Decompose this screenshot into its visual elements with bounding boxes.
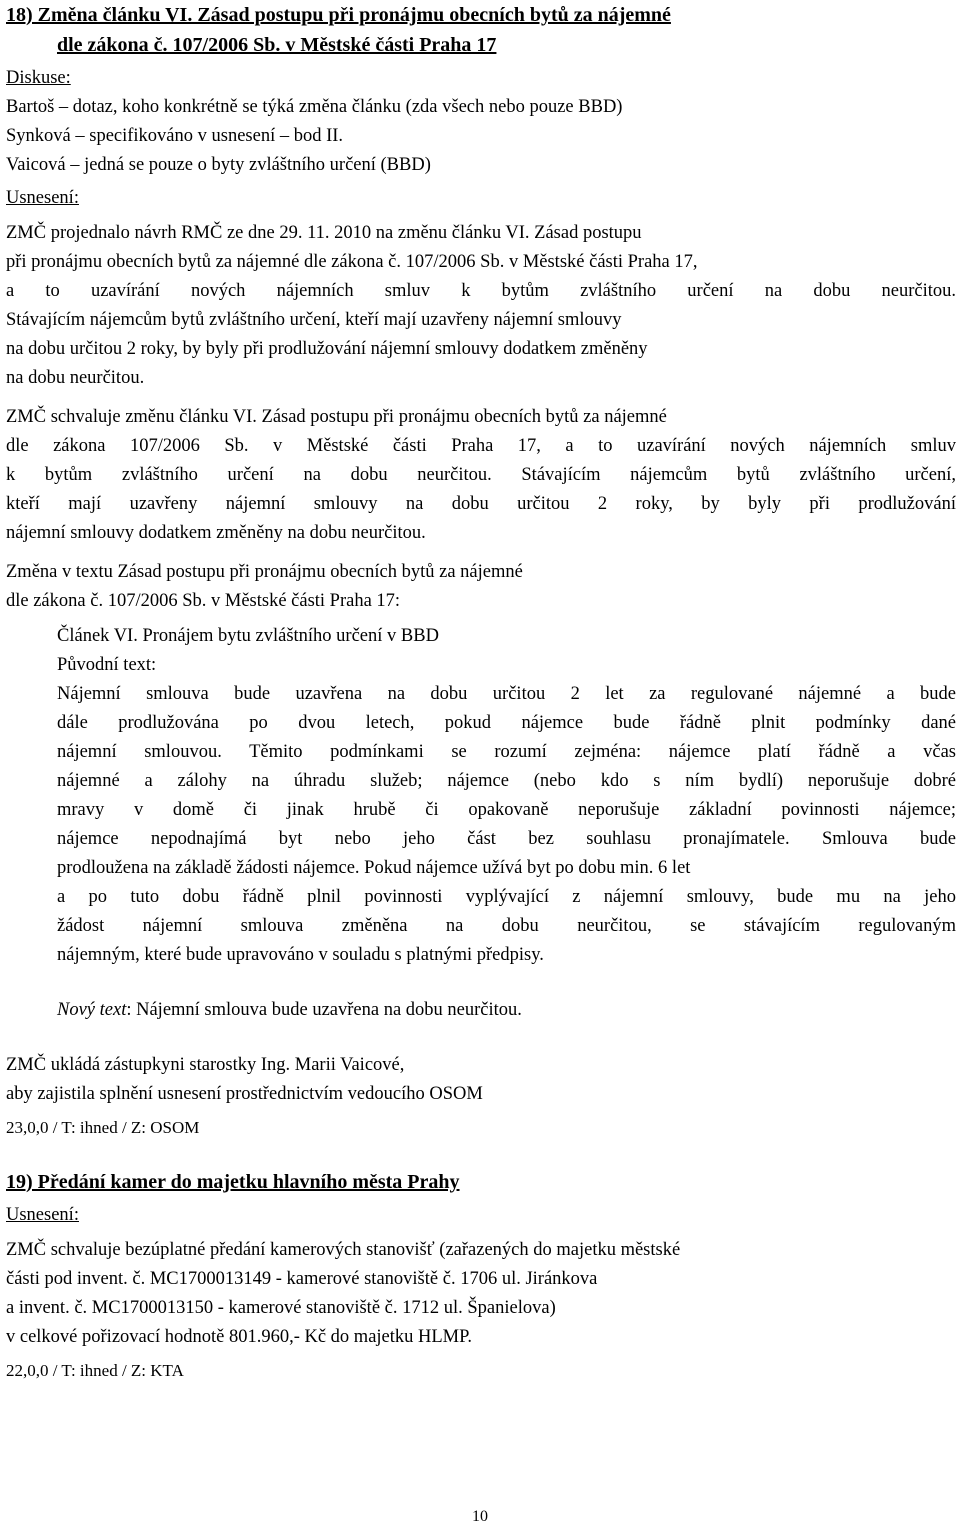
text-line: žádost nájemní smlouva změněna na dobu neurčitou, se stávajícím regulovaným — [57, 916, 956, 936]
text-line: na dobu určitou 2 roky, by byly při prodlužování nájemní smlouvy dodatkem změněny — [6, 339, 648, 359]
text-line: dále prodlužována po dvou letech, pokud nájemce bude řádně plnit podmínky dané — [57, 713, 956, 733]
section-18-title-line-1: 18) Změna článku VI. Zásad postupu při pronájmu obecních bytů za nájemné — [6, 4, 671, 26]
vote-result: 23,0,0 / T: ihned / Z: OSOM — [6, 1118, 200, 1137]
text-line: aby zajistila splnění usnesení prostřednictvím vedoucího OSOM — [6, 1084, 483, 1104]
text-line: a po tuto dobu řádně plnil povinnosti vyplývající z nájemní smlouvy, bude mu na jeho — [57, 887, 956, 907]
discussion-label: Diskuse: — [6, 68, 71, 88]
discussion-line: Bartoš – dotaz, koho konkrétně se týká změna článku (zda všech nebo pouze BBD) — [6, 97, 623, 117]
article-block — [6, 622, 956, 1025]
section-18-heading — [6, 0, 956, 60]
text-line: dle zákona 107/2006 Sb. v Městské části Praha 17, a to uzavírání nových nájemních smluv — [6, 436, 956, 456]
text-line: kteří mají uzavřeny nájemní smlouvy na dobu určitou 2 roky, by byly při prodlužování — [6, 494, 956, 514]
section-19-paragraph — [6, 1236, 956, 1352]
text-line: v celkové pořizovací hodnotě 801.960,- Kč do majetku HLMP. — [6, 1327, 472, 1347]
new-text: : Nájemní smlouva bude uzavřena na dobu neurčitou. — [126, 1000, 522, 1020]
text-line: a invent. č. MC1700013150 - kamerové stanoviště č. 1712 ul. Španielova) — [6, 1298, 556, 1318]
text-line: prodloužena na základě žádosti nájemce. Pokud nájemce užívá byt po dobu min. 6 let — [57, 858, 691, 878]
new-text-label: Nový text — [57, 1000, 127, 1020]
article-heading: Článek VI. Pronájem bytu zvláštního určení v BBD — [57, 626, 439, 646]
resolution-label: Usnesení: — [6, 188, 79, 208]
discussion-line: Vaicová – jedná se pouze o byty zvláštního určení (BBD) — [6, 155, 431, 175]
section-18-title-line-2: dle zákona č. 107/2006 Sb. v Městské části Praha 17 — [57, 34, 497, 56]
text-line: ZMČ projednalo návrh RMČ ze dne 29. 11. 2010 na změnu článku VI. Zásad postupu — [6, 223, 642, 243]
text-line: na dobu neurčitou. — [6, 368, 145, 388]
page-number: 10 — [472, 1508, 488, 1525]
text-line: mravy v domě či jinak hrubě či opakovaně neporušuje základní povinnosti nájemce; — [57, 800, 956, 820]
text-line: části pod invent. č. MC1700013149 - kamerové stanoviště č. 1706 ul. Jiránkova — [6, 1269, 598, 1289]
text-line: a to uzavírání nových nájemních smluv k bytům zvláštního určení na dobu neurčitou. — [6, 281, 956, 301]
vote-result: 22,0,0 / T: ihned / Z: KTA — [6, 1361, 184, 1380]
original-text-label: Původní text: — [57, 655, 157, 675]
text-line: ZMČ ukládá zástupkyni starostky Ing. Marii Vaicové, — [6, 1055, 405, 1075]
text-line: k bytům zvláštního určení na dobu neurčitou. Stávajícím nájemcům bytů zvláštního určení, — [6, 465, 956, 485]
resolution-paragraph-3 — [6, 558, 956, 616]
text-line: ZMČ schvaluje bezúplatné předání kamerových stanovišť (zařazených do majetku městské — [6, 1240, 681, 1260]
text-line: nájemní smlouvy dodatkem změněny na dobu neurčitou. — [6, 523, 426, 543]
text-line: Nájemní smlouva bude uzavřena na dobu určitou 2 let za regulované nájemné a bude — [57, 684, 956, 704]
resolution-paragraph-1 — [6, 219, 956, 393]
new-text-line — [57, 996, 956, 1025]
resolution-paragraph-2 — [6, 403, 956, 548]
text-line: nájemní smlouvou. Těmito podmínkami se rozumí zejména: nájemce platí řádně a včas — [57, 742, 956, 762]
text-line: nájemné a zálohy na úhradu služeb; nájemce (nebo kdo s ním bydlí) neporušuje dobré — [57, 771, 956, 791]
page-content — [6, 0, 956, 1384]
discussion-block — [6, 64, 956, 180]
text-line: nájemným, které bude upravováno v souladu s platnými předpisy. — [57, 945, 544, 965]
text-line: Změna v textu Zásad postupu při pronájmu obecních bytů za nájemné — [6, 562, 523, 582]
original-text — [57, 680, 956, 970]
task-block — [6, 1051, 956, 1109]
resolution-label: Usnesení: — [6, 1205, 79, 1225]
discussion-line: Synková – specifikováno v usnesení – bod II. — [6, 126, 344, 146]
text-line: Stávajícím nájemcům bytů zvláštního určení, kteří mají uzavřeny nájemní smlouvy — [6, 310, 622, 330]
text-line: nájemce nepodnajímá byt nebo jeho část bez souhlasu pronajímatele. Smlouva bude — [57, 829, 956, 849]
text-line: při pronájmu obecních bytů za nájemné dle zákona č. 107/2006 Sb. v Městské části Praha 17, — [6, 252, 698, 272]
text-line: ZMČ schvaluje změnu článku VI. Zásad postupu při pronájmu obecních bytů za nájemné — [6, 407, 667, 427]
section-19-title: 19) Předání kamer do majetku hlavního města Prahy — [6, 1171, 460, 1193]
text-line: dle zákona č. 107/2006 Sb. v Městské části Praha 17: — [6, 591, 401, 611]
